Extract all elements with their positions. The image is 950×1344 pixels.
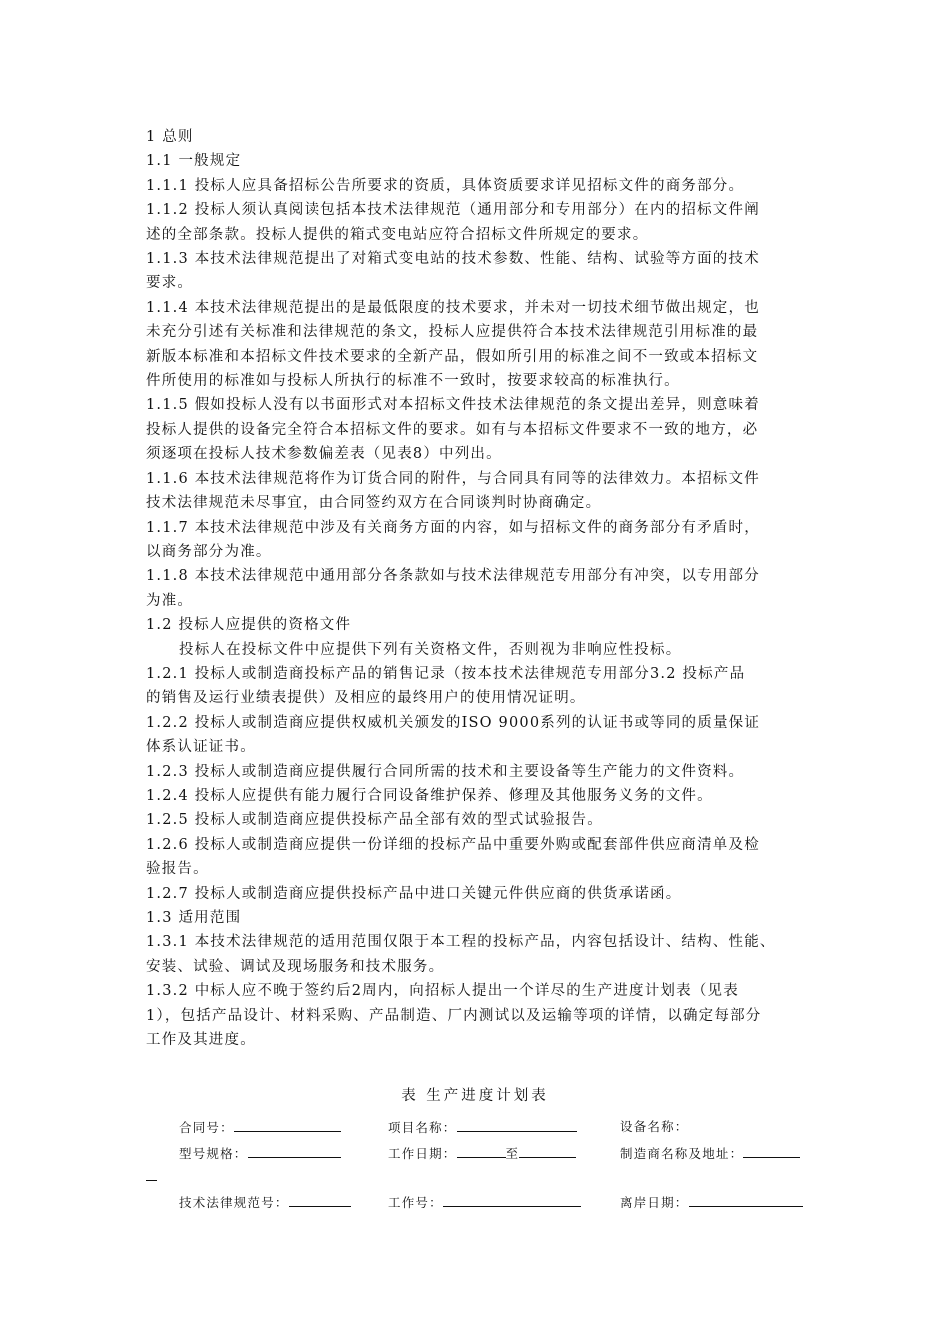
clause-1-3-1-cont: 安装、试验、调试及现场服务和技术服务。 (146, 958, 445, 975)
clause-1-2-2: 1.2.2 投标人或制造商应提供权威机关颁发的ISO 9000系列的认证书或等同的质量保证 (146, 714, 761, 731)
clause-1-1-1: 1.1.1 投标人应具备招标公告所要求的资质，具体资质要求详见招标文件的商务部分。 (146, 177, 745, 194)
clause-1-2-4: 1.2.4 投标人应提供有能力履行合同设备维护保养、修理及其他服务义务的文件。 (146, 787, 713, 804)
clause-1-2-6-cont: 验报告。 (146, 861, 209, 878)
manufacturer-blank (743, 1143, 800, 1158)
departure-date-blank (689, 1192, 803, 1207)
clause-1-1-6-cont: 技术法律规范未尽事宜，由合同签约双方在合同谈判时协商确定。 (146, 495, 602, 512)
departure-date-field (620, 1192, 803, 1211)
clause-1-2-5: 1.2.5 投标人或制造商应提供投标产品全部有效的型式试验报告。 (146, 812, 603, 829)
departure-date-label: 离岸日期： (620, 1195, 689, 1210)
clause-1-1-7-cont: 以商务部分为准。 (146, 543, 272, 560)
clause-1-1-4-cont: 新版本标准和本招标文件技术要求的全新产品，假如所引用的标准之间不一致或本招标文 (146, 348, 759, 365)
clause-1-3-1: 1.3.1 本技术法律规范的适用范围仅限于本工程的投标产品，内容包括设计、结构、性能、 (146, 934, 776, 951)
model-spec-blank (248, 1143, 341, 1158)
contract-no-label: 合同号： (179, 1120, 234, 1135)
work-no-label: 工作号： (388, 1195, 443, 1210)
clause-1-1-5: 1.1.5 假如投标人没有以书面形式对本招标文件技术法律规范的条文提出差异，则意味着 (146, 397, 760, 414)
manufacturer-blank-continued (146, 1166, 157, 1181)
heading-1-2: 1.2 投标人应提供的资格文件 (146, 617, 352, 634)
work-no-blank (443, 1192, 581, 1207)
heading-1-3: 1.3 适用范围 (146, 910, 242, 926)
work-date-start-blank (457, 1143, 506, 1158)
equipment-name-field (620, 1117, 689, 1135)
document-body (146, 125, 818, 1052)
spec-no-field (179, 1192, 351, 1211)
work-date-end-blank (519, 1143, 576, 1158)
contract-no-field (179, 1117, 341, 1136)
clause-1-2-7: 1.2.7 投标人或制造商应提供投标产品中进口关键元件供应商的供货承诺函。 (146, 885, 682, 902)
project-name-label: 项目名称： (388, 1120, 457, 1135)
clause-1-2-3: 1.2.3 投标人或制造商应提供履行合同所需的技术和主要设备等生产能力的文件资料。 (146, 763, 745, 780)
manufacturer-field (620, 1143, 800, 1162)
clause-1-3-2-cont: 工作及其进度。 (146, 1032, 256, 1049)
project-name-blank (457, 1117, 577, 1132)
heading-1-1: 1.1 一般规定 (146, 153, 242, 170)
section-1-2-intro: 投标人在投标文件中应提供下列有关资格文件，否则视为非响应性投标。 (179, 641, 682, 658)
work-no-field (388, 1192, 581, 1211)
manufacturer-blank-wrap (146, 1166, 157, 1184)
clause-1-2-2-cont: 体系认证证书。 (146, 739, 256, 756)
table-title: 表 生产进度计划表 (401, 1088, 549, 1104)
contract-no-blank (234, 1117, 341, 1132)
clause-1-1-5-cont: 须逐项在投标人技术参数偏差表（见表8）中列出。 (146, 446, 502, 463)
clause-1-1-3-cont: 要求。 (146, 275, 194, 292)
clause-1-1-5-cont: 投标人提供的设备完全符合本招标文件的要求。如有与本招标文件要求不一致的地方，必 (146, 421, 759, 438)
clause-1-2-1-cont: 的销售及运行业绩表提供）及相应的最终用户的使用情况证明。 (146, 690, 586, 707)
clause-1-1-4-cont: 件所使用的标准如与投标人所执行的标准不一致时，按要求较高的标准执行。 (146, 373, 680, 390)
spec-no-label: 技术法律规范号： (179, 1195, 289, 1210)
clause-1-1-4: 1.1.4 本技术法律规范提出的是最低限度的技术要求，并未对一切技术细节做出规定，也 (146, 299, 760, 316)
model-spec-label: 型号规格： (179, 1146, 248, 1161)
clause-1-3-2-cont: 1），包括产品设计、材料采购、产品制造、厂内测试以及运输等项的详情，以确定每部分 (146, 1007, 762, 1024)
project-name-field (388, 1117, 577, 1136)
clause-1-1-2-cont: 述的全部条款。投标人提供的箱式变电站应符合招标文件所规定的要求。 (146, 226, 649, 243)
clause-1-1-3: 1.1.3 本技术法律规范提出了对箱式变电站的技术参数、性能、结构、试验等方面的技术 (146, 251, 760, 268)
clause-1-2-6: 1.2.6 投标人或制造商应提供一份详细的投标产品中重要外购或配套部件供应商清单及检 (146, 836, 760, 853)
work-date-to: 至 (505, 1146, 520, 1161)
manufacturer-label: 制造商名称及地址： (620, 1146, 744, 1161)
spec-no-blank (289, 1192, 351, 1207)
clause-1-1-4-cont: 未充分引述有关标准和法律规范的条文，投标人应提供符合本技术法律规范引用标准的最 (146, 324, 759, 341)
clause-1-1-7: 1.1.7 本技术法律规范中涉及有关商务方面的内容，如与招标文件的商务部分有矛盾时， (146, 519, 760, 536)
work-date-field (388, 1143, 576, 1162)
clause-1-1-6: 1.1.6 本技术法律规范将作为订货合同的附件，与合同具有同等的法律效力。本招标文件 (146, 470, 760, 487)
clause-1-1-8-cont: 为准。 (146, 592, 194, 609)
clause-1-1-2: 1.1.2 投标人须认真阅读包括本技术法律规范（通用部分和专用部分）在内的招标文件阐 (146, 202, 760, 219)
model-spec-field (179, 1143, 341, 1162)
clause-1-2-1: 1.2.1 投标人或制造商投标产品的销售记录（按本技术法律规范专用部分3.2 投标产品 (146, 665, 746, 682)
heading-1: 1 总则 (146, 129, 194, 145)
clause-1-3-2: 1.3.2 中标人应不晚于签约后2周内，向招标人提出一个详尽的生产进度计划表（见表 (146, 983, 739, 1000)
clause-1-1-8: 1.1.8 本技术法律规范中通用部分各条款如与技术法律规范专用部分有冲突，以专用部分 (146, 568, 760, 585)
equipment-name-label: 设备名称： (620, 1119, 689, 1134)
work-date-label: 工作日期： (388, 1146, 457, 1161)
